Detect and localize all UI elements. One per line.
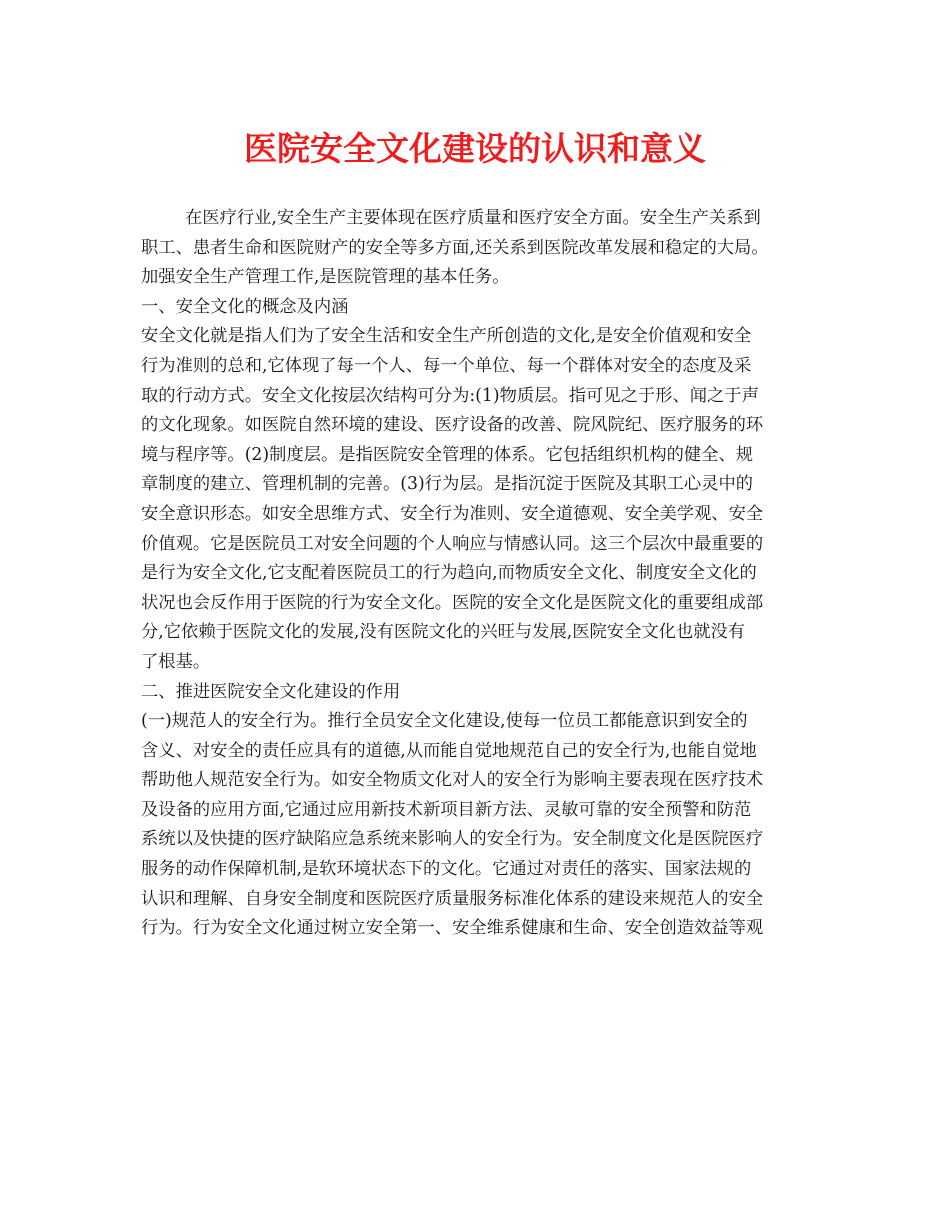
text-line: 职工、患者生命和医院财产的安全等多方面,还关系到医院改革发展和稳定的大局。 (141, 237, 769, 258)
text-line: 章制度的建立、管理机制的完善。(3)行为层。是指沉淀于医院及其职工心灵中的 (141, 474, 754, 495)
section-heading: 一、安全文化的概念及内涵 (141, 296, 349, 317)
text-line: 分,它依赖于医院文化的发展,没有医院文化的兴旺与发展,医院安全文化也就没有 (141, 622, 746, 643)
text-line: 取的行动方式。安全文化按层次结构可分为:(1)物质层。指可见之于形、闻之于声 (141, 385, 759, 406)
text-line: (一)规范人的安全行为。推行全员安全文化建设,使每一位员工都能意识到安全的 (141, 711, 748, 732)
document-title: 医院安全文化建设的认识和意义 (244, 129, 706, 168)
text-line: 了根基。 (141, 651, 211, 672)
text-line: 行为。行为安全文化通过树立安全第一、安全维系健康和生命、安全创造效益等观 (141, 918, 764, 939)
text-line: 安全文化就是指人们为了安全生活和安全生产所创造的文化,是安全价值观和安全 (141, 326, 752, 347)
text-line: 服务的动作保障机制,是软环境状态下的文化。它通过对责任的落实、国家法规的 (141, 859, 752, 880)
document-body (141, 204, 821, 944)
text-line: 境与程序等。(2)制度层。是指医院安全管理的体系。它包括组织机构的健全、规 (141, 444, 754, 465)
text-line: 在医疗行业,安全生产主要体现在医疗质量和医疗安全方面。安全生产关系到 (185, 208, 761, 228)
text-line: 含义、对安全的责任应具有的道德,从而能自觉地规范自己的安全行为,也能自觉地 (141, 740, 757, 761)
text-line: 系统以及快捷的医疗缺陷应急系统来影响人的安全行为。安全制度文化是医院医疗 (141, 829, 764, 850)
text-line: 状况也会反作用于医院的行为安全文化。医院的安全文化是医院文化的重要组成部 (141, 592, 764, 613)
text-line: 的文化现象。如医院自然环境的建设、医疗设备的改善、院风院纪、医疗服务的环 (141, 415, 764, 436)
text-line: 及设备的应用方面,它通过应用新技术新项目新方法、灵敏可靠的安全预警和防范 (141, 799, 752, 820)
text-line: 加强安全生产管理工作,是医院管理的基本任务。 (141, 267, 510, 288)
text-line: 帮助他人规范安全行为。如安全物质文化对人的安全行为影响主要表现在医疗技术 (141, 770, 764, 791)
text-line: 认识和理解、自身安全制度和医院医疗质量服务标准化体系的建设来规范人的安全 (141, 888, 764, 909)
text-line: 安全意识形态。如安全思维方式、安全行为准则、安全道德观、安全美学观、安全 (141, 503, 764, 524)
section-heading: 二、推进医院安全文化建设的作用 (141, 681, 401, 702)
text-line: 行为准则的总和,它体现了每一个人、每一个单位、每一个群体对安全的态度及采 (141, 355, 752, 376)
text-line: 是行为安全文化,它支配着医院员工的行为趋向,而物质安全文化、制度安全文化的 (141, 563, 757, 584)
text-line: 价值观。它是医院员工对安全问题的个人响应与情感认同。这三个层次中最重要的 (141, 533, 764, 554)
